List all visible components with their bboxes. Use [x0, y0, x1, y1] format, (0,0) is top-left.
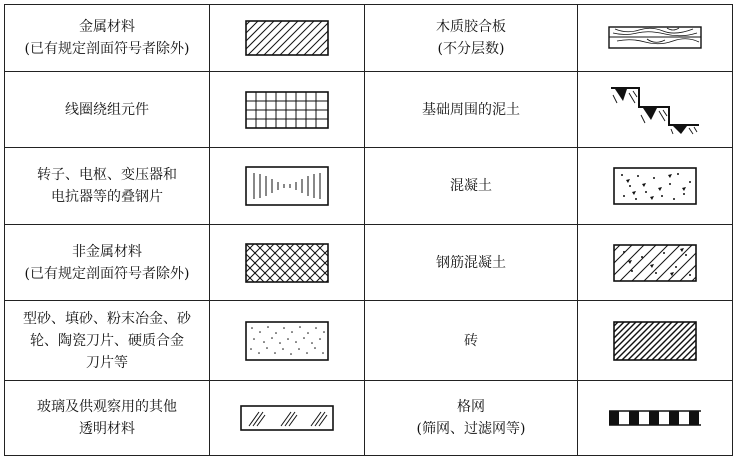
symbol-cell	[578, 5, 733, 72]
material-name-cell: 玻璃及供观察用的其他 透明材料	[5, 381, 210, 456]
symbol-cell	[210, 225, 365, 301]
soil-icon	[609, 85, 701, 135]
material-name-cell: 木质胶合板 (不分层数)	[365, 5, 578, 72]
symbol-cell	[578, 301, 733, 381]
material-name-cell: 混凝土	[365, 148, 578, 225]
material-name-cell: 转子、电枢、变压器和 电抗器等的叠钢片	[5, 148, 210, 225]
material-name-cell: 钢筋混凝土	[365, 225, 578, 301]
table-row	[5, 72, 733, 148]
cross-hatch-icon	[244, 242, 330, 284]
material-name-cell: 砖	[365, 301, 578, 381]
wood-plywood-icon	[607, 25, 703, 51]
symbol-cell	[578, 148, 733, 225]
table-row	[5, 301, 733, 381]
material-name-cell: 非金属材料 (已有规定剖面符号者除外)	[5, 225, 210, 301]
symbol-cell	[578, 72, 733, 148]
section-symbols-table	[4, 4, 733, 456]
symbol-cell	[210, 5, 365, 72]
grid-icon	[244, 90, 330, 130]
symbol-cell	[578, 381, 733, 456]
table-row	[5, 381, 733, 456]
symbol-cell	[578, 225, 733, 301]
table-row	[5, 225, 733, 301]
material-name-cell: 线圈绕组元件	[5, 72, 210, 148]
glass-icon	[239, 404, 335, 432]
diagonal-hatch-icon	[244, 19, 330, 57]
symbol-cell	[210, 148, 365, 225]
material-name-cell: 金属材料 (已有规定剖面符号者除外)	[5, 5, 210, 72]
laminated-steel-icon	[244, 165, 330, 207]
reinforced-concrete-icon	[612, 243, 698, 283]
material-name-cell: 格网 (筛网、过滤网等)	[365, 381, 578, 456]
mesh-icon	[607, 408, 703, 428]
symbol-cell	[210, 301, 365, 381]
concrete-icon	[612, 166, 698, 206]
material-name-cell: 型砂、填砂、粉末冶金、砂 轮、陶瓷刀片、硬质合金 刀片等	[5, 301, 210, 381]
material-name-cell: 基础周围的泥土	[365, 72, 578, 148]
symbol-cell	[210, 72, 365, 148]
symbol-cell	[210, 381, 365, 456]
table-row	[5, 5, 733, 72]
brick-hatch-icon	[612, 320, 698, 362]
dotted-fill-icon	[244, 320, 330, 362]
table-row	[5, 148, 733, 225]
